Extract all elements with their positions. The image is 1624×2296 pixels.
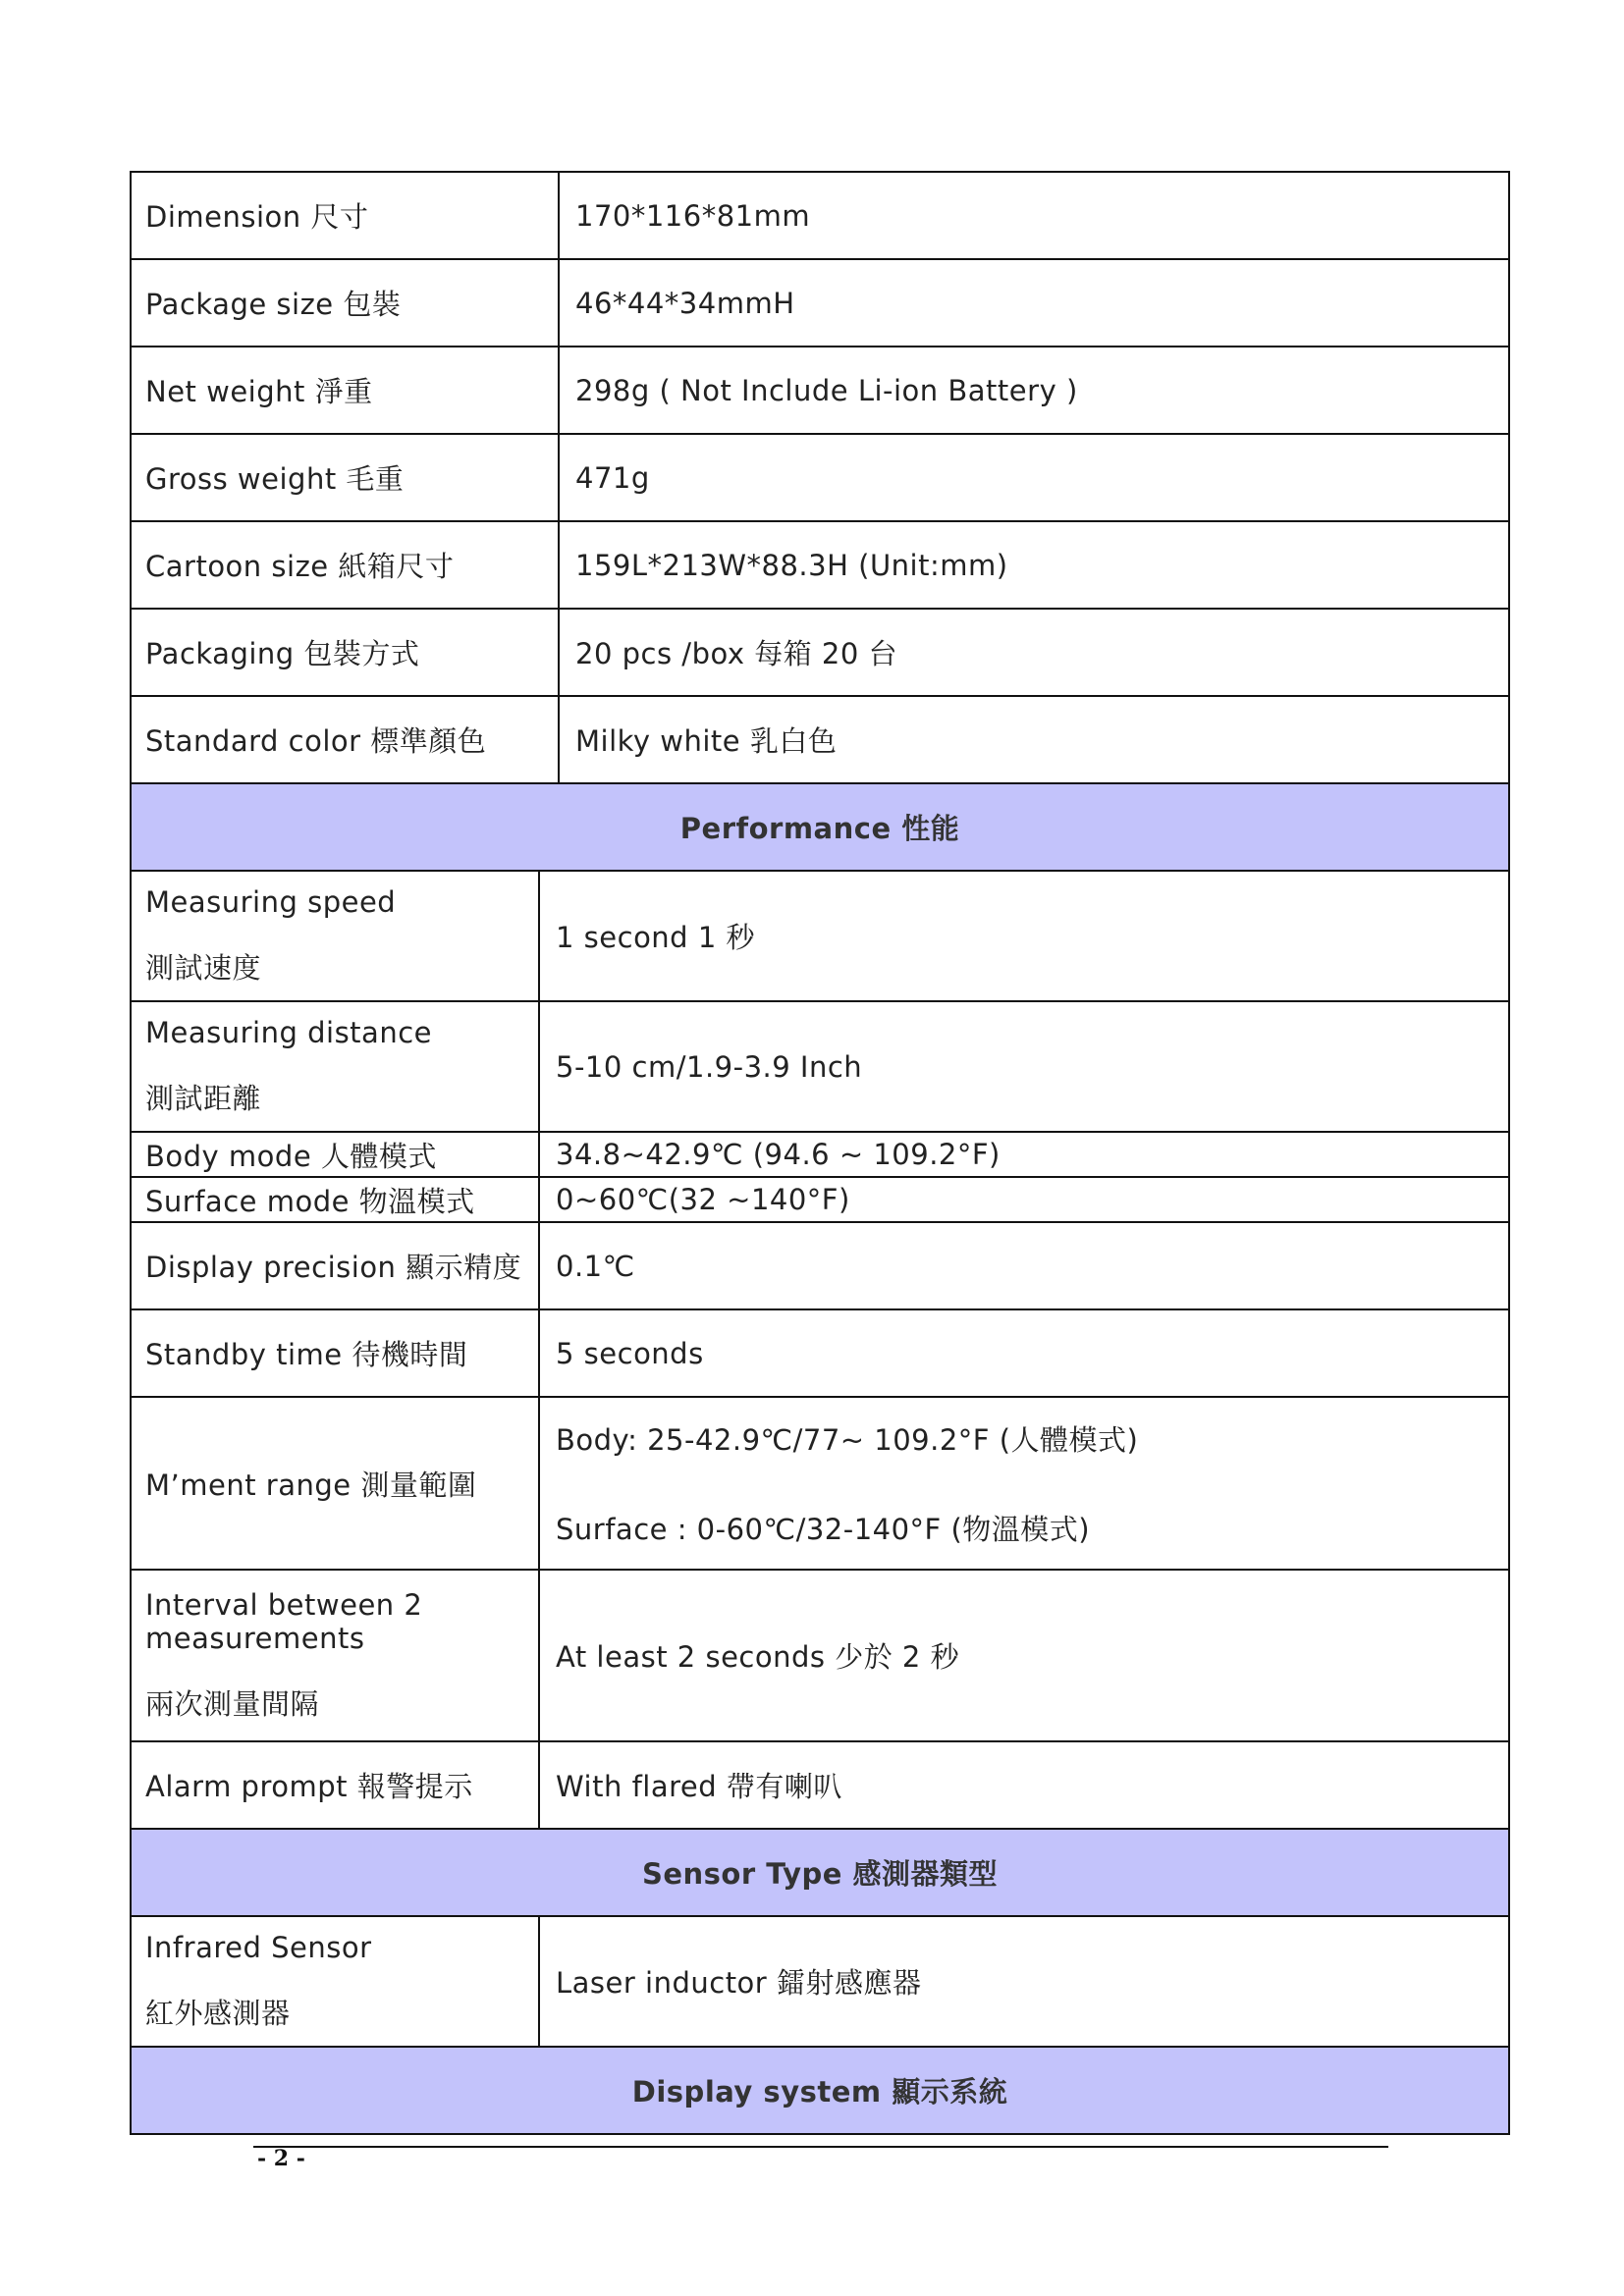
spec-row-standard-color — [132, 697, 1510, 784]
spec-row-measuring-speed — [132, 872, 1510, 1002]
spec-row-interval — [132, 1571, 1510, 1742]
label-zh: 紅外感測器 — [145, 1997, 291, 2030]
range-surface: Surface : 0-60℃/32-140°F (物溫模式) — [556, 1513, 1091, 1546]
spec-label — [132, 1002, 540, 1131]
spec-label: M’ment range 測量範圍 — [132, 1398, 540, 1569]
spec-value: 46*44*34mmH — [560, 260, 1510, 346]
spec-row-package-size — [132, 260, 1510, 347]
spec-row-alarm — [132, 1742, 1510, 1830]
footer-rule — [253, 2146, 1388, 2148]
spec-label: Alarm prompt 報警提示 — [132, 1742, 540, 1828]
spec-row-surface-mode — [132, 1178, 1510, 1223]
spec-row-net-weight — [132, 347, 1510, 435]
spec-row-packaging — [132, 610, 1510, 697]
range-body: Body: 25-42.9℃/77~ 109.2°F (人體模式) — [556, 1423, 1139, 1457]
label-en: Measuring speed — [145, 885, 397, 919]
spec-label: Surface mode 物溫模式 — [132, 1178, 540, 1221]
spec-label: Standard color 標準顏色 — [132, 697, 560, 782]
spec-label — [132, 872, 540, 1000]
spec-row-measuring-distance — [132, 1002, 1510, 1133]
spec-label: Standby time 待機時間 — [132, 1310, 540, 1396]
label-en-line2: measurements — [145, 1622, 365, 1655]
section-header-display-system — [132, 2048, 1510, 2135]
spec-label — [132, 1917, 540, 2046]
section-title: Performance 性能 — [132, 784, 1510, 870]
spec-value: 0.1℃ — [540, 1223, 1510, 1308]
spec-label: Net weight 淨重 — [132, 347, 560, 433]
spec-value: With flared 帶有喇叭 — [540, 1742, 1510, 1828]
spec-value: 20 pcs /box 每箱 20 台 — [560, 610, 1510, 695]
spec-value: 170*116*81mm — [560, 173, 1510, 258]
label-en: Measuring distance — [145, 1016, 432, 1049]
spec-value: Milky white 乳白色 — [560, 697, 1510, 782]
section-header-performance — [132, 784, 1510, 872]
section-header-sensor — [132, 1830, 1510, 1917]
spec-label: Cartoon size 紙箱尺寸 — [132, 522, 560, 608]
spec-label: Body mode 人體模式 — [132, 1133, 540, 1176]
spec-label: Display precision 顯示精度 — [132, 1223, 540, 1308]
label-en-line1: Interval between 2 — [145, 1588, 423, 1622]
spec-value: 0~60℃(32 ~140°F) — [540, 1178, 1510, 1221]
spec-value: 471g — [560, 435, 1510, 520]
spec-label: Dimension 尺寸 — [132, 173, 560, 258]
spec-value: 1 second 1 秒 — [540, 872, 1510, 1000]
label-zh: 兩次測量間隔 — [145, 1687, 320, 1721]
spec-row-cartoon-size — [132, 522, 1510, 610]
page-number: - 2 - — [257, 2146, 305, 2171]
spec-label: Package size 包裝 — [132, 260, 560, 346]
spec-label: Gross weight 毛重 — [132, 435, 560, 520]
spec-row-display-precision — [132, 1223, 1510, 1310]
label-zh: 測試距離 — [145, 1082, 262, 1115]
spec-value: At least 2 seconds 少於 2 秒 — [540, 1571, 1510, 1740]
label-zh: 測試速度 — [145, 951, 262, 985]
spec-value: 298g ( Not Include Li-ion Battery ) — [560, 347, 1510, 433]
spec-table — [130, 171, 1510, 2135]
spec-row-infrared-sensor — [132, 1917, 1510, 2048]
spec-value: 5 seconds — [540, 1310, 1510, 1396]
spec-value — [540, 1398, 1510, 1569]
spec-value: Laser inductor 鐳射感應器 — [540, 1917, 1510, 2046]
spec-row-body-mode — [132, 1133, 1510, 1178]
spec-row-measurement-range — [132, 1398, 1510, 1571]
spec-row-standby-time — [132, 1310, 1510, 1398]
spec-label: Packaging 包裝方式 — [132, 610, 560, 695]
spec-value: 5-10 cm/1.9-3.9 Inch — [540, 1002, 1510, 1131]
spec-row-gross-weight — [132, 435, 1510, 522]
label-en: Infrared Sensor — [145, 1931, 372, 1964]
section-title: Display system 顯示系統 — [132, 2048, 1510, 2133]
spec-value: 159L*213W*88.3H (Unit:mm) — [560, 522, 1510, 608]
spec-value: 34.8~42.9℃ (94.6 ~ 109.2°F) — [540, 1133, 1510, 1176]
spec-label — [132, 1571, 540, 1740]
section-title: Sensor Type 感測器類型 — [132, 1830, 1510, 1915]
spec-row-dimension — [132, 173, 1510, 260]
